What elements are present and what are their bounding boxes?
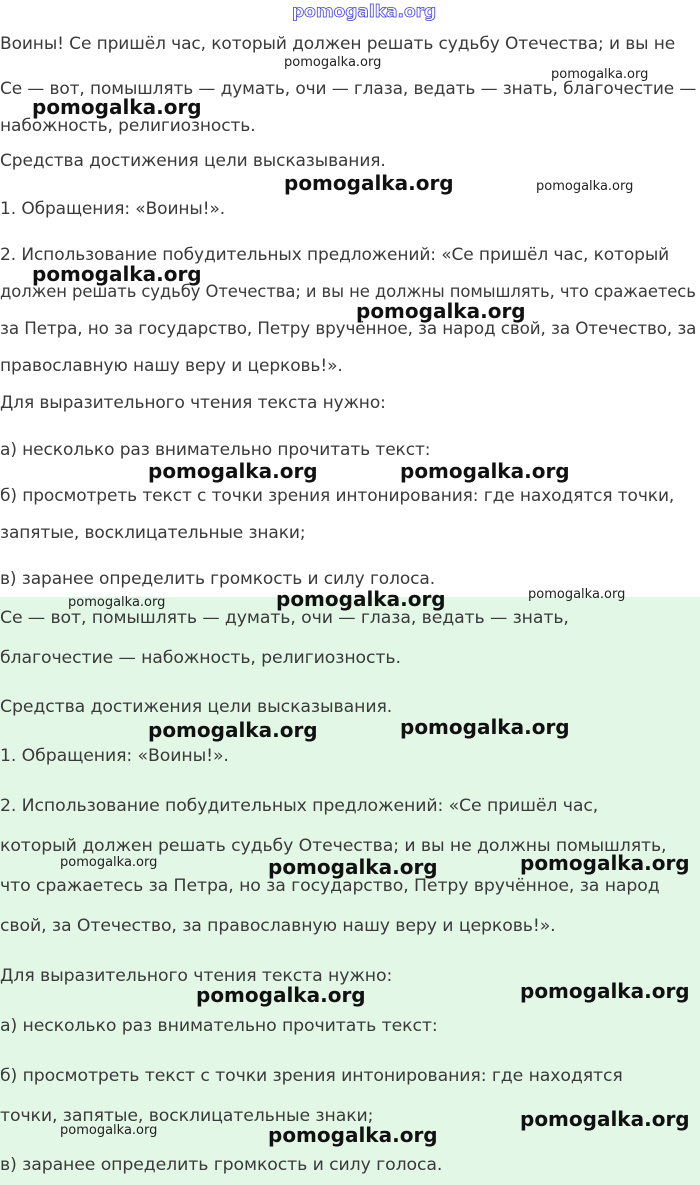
text-line: Средства достижения цели высказывания. bbox=[0, 151, 386, 171]
text-line: свой, за Отечество, за православную нашу веру и церковь!». bbox=[0, 916, 556, 936]
text-line: а) несколько раз внимательно прочитать текст: bbox=[0, 1016, 438, 1036]
text-line: благочестие — набожность, религиозность. bbox=[0, 648, 401, 668]
watermark: pomogalka.org bbox=[400, 715, 570, 739]
text-line: в) заранее определить громкость и силу голоса. bbox=[0, 569, 436, 589]
watermark: pomogalka.org bbox=[292, 2, 437, 22]
text-line: Для выразительного чтения текста нужно: bbox=[0, 966, 393, 986]
text-line: б) просмотреть текст с точки зрения интонирования: где находятся bbox=[0, 1066, 623, 1086]
watermark: pomogalka.org bbox=[268, 1123, 438, 1147]
watermark: pomogalka.org bbox=[551, 67, 649, 82]
text-line: 2. Использование побудительных предложений: «Се пришёл час, bbox=[0, 796, 599, 816]
text-line: 1. Обращения: «Воины!». bbox=[0, 199, 226, 219]
watermark: pomogalka.org bbox=[148, 718, 318, 742]
watermark: pomogalka.org bbox=[356, 299, 526, 323]
text-line: за Петра, но за государство, Петру вручённое, за народ свой, за Отечество, за bbox=[0, 319, 697, 339]
text-line: 1. Обращения: «Воины!». bbox=[0, 746, 229, 766]
text-line: что сражаетесь за Петра, но за государство, Петру вручённое, за народ bbox=[0, 876, 660, 896]
text-line: Средства достижения цели высказывания. bbox=[0, 697, 393, 717]
watermark: pomogalka.org bbox=[60, 855, 158, 870]
watermark: pomogalka.org bbox=[536, 179, 634, 194]
watermark: pomogalka.org bbox=[528, 587, 626, 602]
watermark: pomogalka.org bbox=[400, 459, 570, 483]
watermark: pomogalka.org bbox=[520, 1107, 690, 1131]
watermark: pomogalka.org bbox=[284, 171, 454, 195]
watermark: pomogalka.org bbox=[60, 1123, 158, 1138]
watermark: pomogalka.org bbox=[520, 979, 690, 1003]
watermark: pomogalka.org bbox=[520, 851, 690, 875]
text-line: должен решать судьбу Отечества; и вы не должны помышлять, что сражаетесь bbox=[0, 282, 696, 302]
watermark: pomogalka.org bbox=[68, 595, 166, 610]
text-line: Се — вот, помышлять — думать, очи — глаза, ведать — знать, благочестие — bbox=[0, 79, 697, 99]
watermark: pomogalka.org bbox=[284, 55, 382, 70]
text-line: 2. Использование побудительных предложений: «Се пришёл час, который bbox=[0, 245, 670, 265]
watermark: pomogalka.org bbox=[196, 983, 366, 1007]
text-line: Воины! Се пришёл час, который должен решать судьбу Отечества; и вы не bbox=[0, 34, 676, 54]
watermark: pomogalka.org bbox=[268, 855, 438, 879]
text-line: Се — вот, помышлять — думать, очи — глаза, ведать — знать, bbox=[0, 608, 569, 628]
watermark: pomogalka.org bbox=[276, 587, 446, 611]
text-line: точки, запятые, восклицательные знаки; bbox=[0, 1106, 374, 1126]
text-line: б) просмотреть текст с точки зрения интонирования: где находятся точки, bbox=[0, 486, 675, 506]
text-line: Для выразительного чтения текста нужно: bbox=[0, 393, 386, 413]
text-line: православную нашу веру и церковь!». bbox=[0, 356, 343, 376]
text-line: который должен решать судьбу Отечества; и вы не должны помышлять, bbox=[0, 836, 667, 856]
text-line: в) заранее определить громкость и силу голоса. bbox=[0, 1155, 443, 1175]
text-line: запятые, восклицательные знаки; bbox=[0, 523, 306, 543]
text-line: набожность, религиозность. bbox=[0, 116, 256, 136]
text-line: а) несколько раз внимательно прочитать текст: bbox=[0, 440, 431, 460]
watermark: pomogalka.org bbox=[32, 95, 202, 119]
watermark: pomogalka.org bbox=[32, 262, 202, 286]
watermark: pomogalka.org bbox=[148, 459, 318, 483]
